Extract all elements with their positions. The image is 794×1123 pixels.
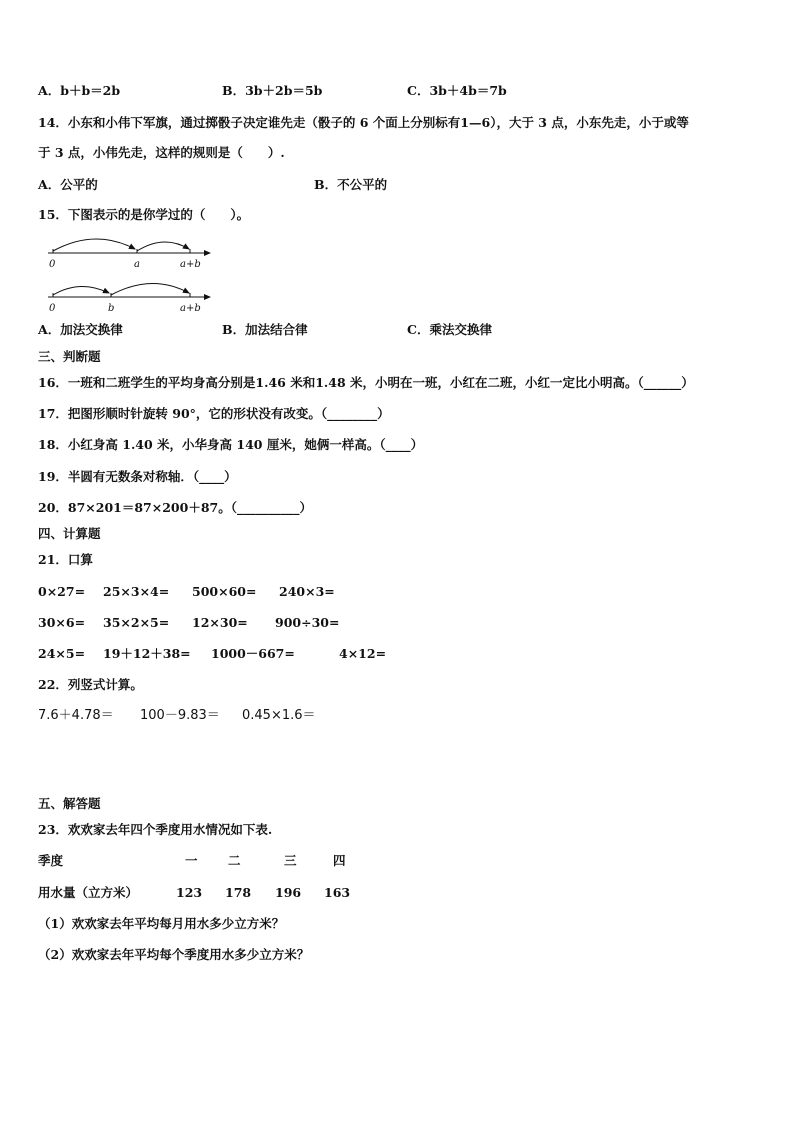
label-zero: 0 bbox=[49, 259, 56, 270]
oral-calc-item: 4×12= bbox=[339, 646, 387, 661]
oral-calc-item: 24×5= bbox=[38, 646, 86, 661]
q23-stem: 23．欢欢家去年四个季度用水情况如下表. bbox=[38, 822, 273, 837]
oral-calc-item: 0×27= bbox=[38, 584, 86, 599]
q14-option-a: A．公平的 bbox=[38, 177, 98, 192]
usage-cell: 123 bbox=[176, 885, 203, 900]
oral-calc-item: 500×60= bbox=[192, 584, 257, 599]
q13-option-c: C．3b＋4b＝7b bbox=[407, 83, 507, 98]
oral-calc-item: 30×6= bbox=[38, 615, 86, 630]
section-heading-judgement: 三、判断题 bbox=[38, 349, 101, 364]
usage-cell: 178 bbox=[225, 885, 252, 900]
q19-text: 19．半圆有无数条对称轴．（____） bbox=[38, 469, 237, 484]
label-a-plus-b: a+b bbox=[180, 303, 201, 314]
vertical-calc-item: 7.6＋4.78＝ bbox=[38, 708, 114, 723]
q14-option-b: B．不公平的 bbox=[314, 177, 388, 192]
quarter-cell: 二 bbox=[228, 853, 241, 868]
quarter-cell: 四 bbox=[333, 853, 346, 868]
section-heading-word-problems: 五、解答题 bbox=[38, 796, 101, 811]
q17-text: 17．把图形顺时针旋转 90°，它的形状没有改变。（________） bbox=[38, 406, 390, 421]
q13-option-b: B．3b＋2b＝5b bbox=[222, 83, 323, 98]
oral-calc-item: 35×2×5= bbox=[103, 615, 170, 630]
q22-stem: 22．列竖式计算。 bbox=[38, 677, 143, 692]
usage-cell: 163 bbox=[324, 885, 351, 900]
quarter-cell: 三 bbox=[284, 853, 297, 868]
label-b: b bbox=[108, 303, 115, 314]
q21-stem: 21．口算 bbox=[38, 552, 93, 567]
oral-calc-item: 19＋12＋38= bbox=[103, 646, 191, 661]
vertical-calc-item: 0.45×1.6＝ bbox=[242, 708, 316, 723]
label-zero: 0 bbox=[49, 303, 56, 314]
q16-text: 16．一班和二班学生的平均身高分别是1.46 米和1.48 米，小明在一班，小红在二班，小红一定比小明高。（______） bbox=[38, 375, 694, 390]
number-line-diagram-1 bbox=[40, 230, 220, 270]
q18-text: 18．小红身高 1.40 米，小华身高 140 厘米，她俩一样高。（____） bbox=[38, 437, 424, 452]
jump-arc-2 bbox=[111, 283, 189, 295]
section-heading-calculation: 四、计算题 bbox=[38, 526, 101, 541]
q14-stem-line2: 于 3 点，小伟先走，这样的规则是（ ）. bbox=[38, 145, 285, 160]
q14-stem-line1: 14．小东和小伟下军旗，通过掷骰子决定谁先走（骰子的 6 个面上分别标有1—6），大于 3 点，小东先走，小于或等 bbox=[38, 115, 689, 130]
jump-arc-1 bbox=[53, 286, 109, 295]
oral-calc-item: 25×3×4= bbox=[103, 584, 170, 599]
quarter-cell: 一 bbox=[185, 853, 198, 868]
oral-calc-item: 1000－667= bbox=[211, 646, 295, 661]
q15-option-c: C．乘法交换律 bbox=[407, 322, 492, 337]
number-line-diagram-2 bbox=[40, 275, 220, 315]
q15-option-b: B．加法结合律 bbox=[222, 322, 308, 337]
table-usage-label: 用水量（立方米） bbox=[38, 885, 139, 900]
label-a: a bbox=[134, 259, 140, 270]
q13-option-a: A．b＋b＝2b bbox=[38, 83, 121, 98]
jump-arc-1 bbox=[53, 239, 135, 251]
oral-calc-item: 900÷30= bbox=[275, 615, 340, 630]
table-header-label: 季度 bbox=[38, 853, 64, 868]
oral-calc-item: 240×3= bbox=[279, 584, 335, 599]
label-a-plus-b: a+b bbox=[180, 259, 201, 270]
q23-subquestion-2: （2）欢欢家去年平均每个季度用水多少立方米？ bbox=[38, 947, 310, 962]
q15-stem: 15．下图表示的是你学过的（ ）。 bbox=[38, 207, 250, 222]
vertical-calc-item: 100－9.83＝ bbox=[140, 708, 220, 723]
oral-calc-item: 12×30= bbox=[192, 615, 248, 630]
q20-text: 20．87×201＝87×200＋87。（__________） bbox=[38, 500, 312, 515]
q23-subquestion-1: （1）欢欢家去年平均每月用水多少立方米？ bbox=[38, 916, 285, 931]
jump-arc-2 bbox=[137, 242, 189, 251]
q15-option-a: A．加法交换律 bbox=[38, 322, 123, 337]
usage-cell: 196 bbox=[275, 885, 302, 900]
